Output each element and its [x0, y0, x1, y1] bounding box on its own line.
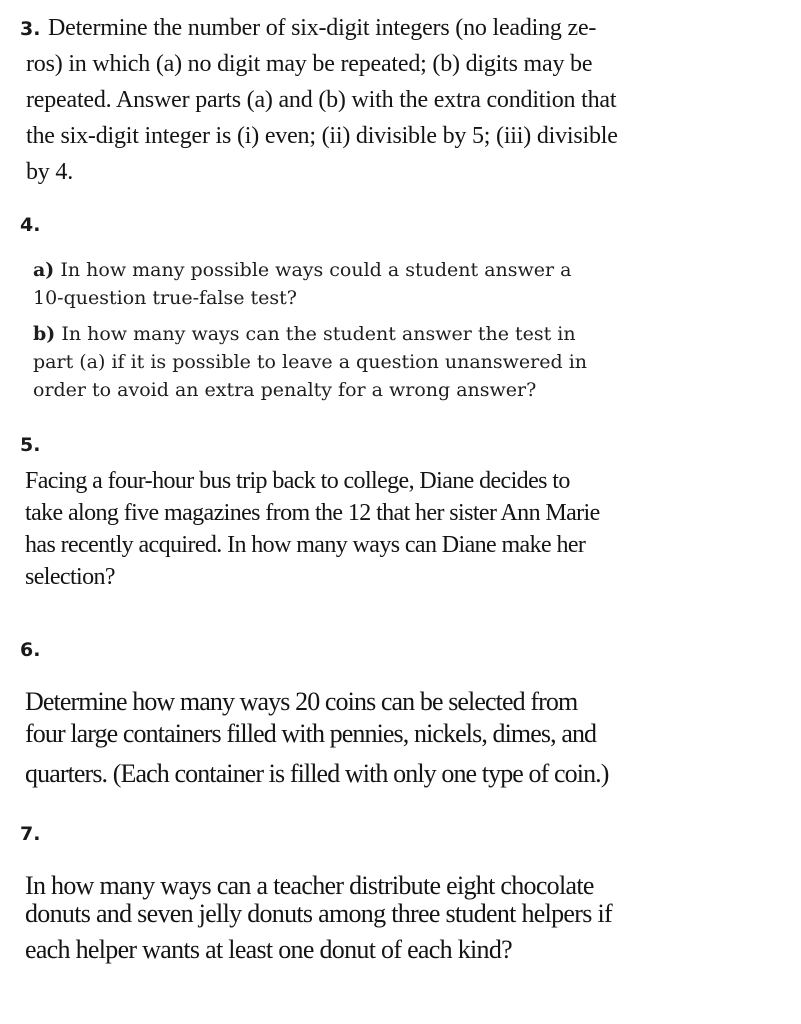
problem-4-part-b-line-1-text: In how many ways can the student answer the test in [61, 323, 576, 345]
problem-4-part-b-line-1 [33, 320, 576, 348]
problem-7-number: 7. [20, 823, 41, 845]
problem-4-part-a-line-1-text: In how many possible ways could a student answer a [60, 259, 572, 281]
problem-7-line-2: donuts and seven jelly donuts among three student helpers if [25, 899, 612, 928]
problem-6-line-2: four large containers filled with pennies, nickels, dimes, and [25, 719, 597, 748]
problem-5-line-3: has recently acquired. In how many ways can Diane make her [25, 532, 586, 558]
problem-4-number: 4. [20, 214, 41, 236]
problem-3-line-3: repeated. Answer parts (a) and (b) with the extra condition that [26, 87, 617, 113]
problem-4-part-b-line-3: order to avoid an extra penalty for a wrong answer? [33, 379, 537, 401]
problem-5-number: 5. [20, 434, 41, 456]
problem-4-part-b-label: b) [33, 323, 56, 345]
problem-4-part-a-line-1 [33, 256, 571, 284]
problem-5-line-4: selection? [25, 564, 115, 590]
problem-3-line-4: the six-digit integer is (i) even; (ii) divisible by 5; (iii) divisible [26, 123, 618, 149]
problem-6-number: 6. [20, 639, 41, 661]
problem-7-line-3: each helper wants at least one donut of each kind? [25, 935, 512, 964]
problem-4-part-a-label: a) [33, 259, 55, 281]
problem-5-line-2: take along five magazines from the 12 that her sister Ann Marie [25, 500, 600, 526]
problem-3-line-5: by 4. [26, 159, 74, 185]
problem-5-line-1: Facing a four-hour bus trip back to college, Diane decides to [25, 468, 570, 494]
problem-4-part-b-line-2: part (a) if it is possible to leave a question unanswered in [33, 351, 588, 373]
problem-3-number: 3. [20, 18, 41, 40]
problem-3-line-2: ros) in which (a) no digit may be repeated; (b) digits may be [26, 51, 593, 77]
problem-7-line-1: In how many ways can a teacher distribute eight chocolate [25, 871, 594, 900]
problem-6-line-1: Determine how many ways 20 coins can be selected from [25, 687, 578, 716]
problem-3-line-1: Determine the number of six-digit integers (no leading ze- [48, 15, 597, 41]
problem-4-part-a-line-2: 10-question true-false test? [33, 287, 297, 309]
problem-6-line-3: quarters. (Each container is filled with only one type of coin.) [25, 759, 609, 788]
